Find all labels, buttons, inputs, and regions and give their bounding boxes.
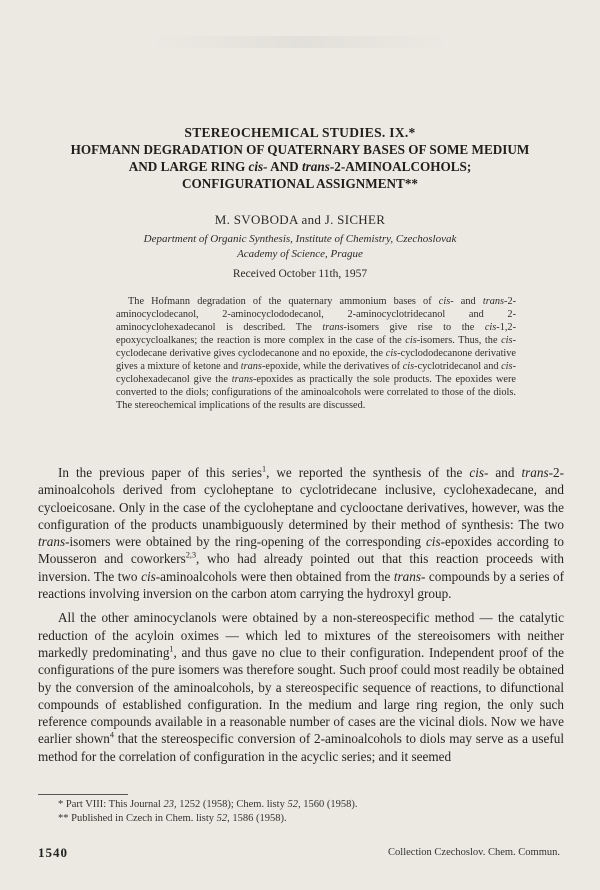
abstract: The Hofmann degradation of the quaternary ammonium bases of cis- and trans-2-aminocyclodecanol, 2-aminocyclododecanol, 2-aminocyclotridecanol and 2-aminocyclohexadecanol is described. The trans-isomers give rise to the cis-1,2-epoxycycloalkanes; the reaction is more complex in the case of the cis-isomers. Thus, the cis-cyclodecane derivative gives cyclodecanone and no epoxide, the cis-cyclododecanone derivative gives a mixture of ketone and trans-epoxide, while the derivatives of cis-cyclotridecanol and cis-cyclohexadecanol give the trans-epoxides as practically the sole products. The epoxides were converted to the diols; configurations of the aminoalcohols were correlated to those of the diols. The stereochemical implications of the results are discussed. <box>116 296 517 411</box>
footnote-1: * Part VIII: This Journal 23, 1252 (1958); Chem. listy 52, 1560 (1958). <box>58 799 358 810</box>
paragraph-2: All the other aminocyclanols were obtained by a non-stereospecific method — the catalytic reduction of the acyloin oximes — which led to mixtures of the stereoisomers with neither markedly predominating$^1$, and thus gave no clue to their configuration. Independent proof of the configurations of the pure isomers was therefore sought. Such proof could most readily be obtained by the conversion of the aminoalcohols, by a stereospecific sequence of reactions, to difunctional compounds of established configuration. In the medium and large ring region, the only such reference compounds available in a reasonable number of cases are the vicinal diols. Now we have earlier shown$^4$ that the stereospecific conversion of 2-aminoalcohols to diols may serve as a useful method for the correlation of configuration in the acyclic series; and it seemed <box>38 610 564 764</box>
footnote-rule <box>38 794 128 795</box>
page-number: 1540 <box>38 845 68 860</box>
footnotes <box>58 798 558 826</box>
title-main: HOFMANN DEGRADATION OF QUATERNARY BASES OF SOME MEDIUM AND LARGE RING cis- AND trans-2-AMINOALCOHOLS; CONFIGURATIONAL ASSIGNMENT** <box>70 142 530 191</box>
footnote-2: ** Published in Czech in Chem. listy 52, 1586 (1958). <box>58 813 287 824</box>
affiliation: Department of Organic Synthesis, Institute of Chemistry, Czechoslovak Academy of Science, Prague <box>143 233 457 260</box>
authors: M. SVOBODA and J. SICHER <box>214 212 386 227</box>
article-title <box>40 124 560 192</box>
journal-name: Collection Czechoslov. Chem. Commun. <box>388 847 560 858</box>
received-date: Received October 11th, 1957 <box>232 268 368 280</box>
body-text <box>38 464 564 765</box>
bleed-through-shadow <box>150 36 450 48</box>
paragraph-1: In the previous paper of this series$^1$, we reported the synthesis of the cis- and trans-2-aminoalcohols derived from cycloheptane to cyclotridecane inclusive, cyclohexadecane, and cycloeicosane. Only in the case of the cycloheptane and cyclooctane derivatives, however, was the configuration of the products unambiguously determined by their method of synthesis: The two trans-isomers were obtained by the ring-opening of the corresponding cis-epoxides according to Mousseron and coworkers$^{2,3}$, who had already pointed out that this reaction proceeds with inversion. The two cis-aminoalcohols were then obtained from the trans- compounds by a series of reactions involving inversion on the carbon atom carrying the hydroxyl group. <box>38 464 565 602</box>
title-series: STEREOCHEMICAL STUDIES. IX.* <box>184 125 416 140</box>
